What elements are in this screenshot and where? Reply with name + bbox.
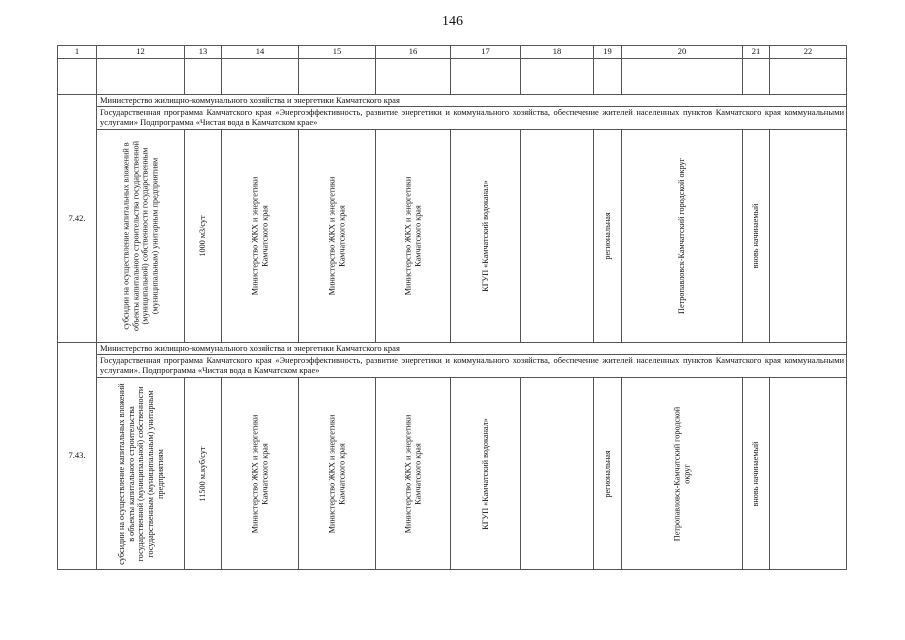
header-cell: 12 xyxy=(97,46,185,59)
recipient-cell xyxy=(376,130,451,343)
subsidy-text: субсидии на осуществление капитальных вложений в объекты капитального строительства государственной (муниципальной) собственности государственным (муниципальным) унитарным предприятиям xyxy=(116,382,165,565)
row-number: 7.42. xyxy=(58,95,97,343)
recipient-text: Министерство ЖКХ и энергетики Камчатского края xyxy=(403,176,422,296)
empty-cell xyxy=(622,59,743,95)
empty-cell xyxy=(770,130,847,343)
capacity-cell xyxy=(185,378,222,570)
detail-row xyxy=(58,378,847,570)
empty-cell xyxy=(376,59,451,95)
ministry-label: Министерство жилищно-коммунального хозяйства и энергетики Камчатского края xyxy=(97,343,847,355)
empty-cell xyxy=(594,59,622,95)
customer-text: Министерство ЖКХ и энергетики Камчатского края xyxy=(250,414,269,533)
empty-cell xyxy=(451,59,521,95)
status-text: вновь начинаемый xyxy=(751,203,761,269)
detail-row xyxy=(58,130,847,343)
status-text: вновь начинаемый xyxy=(751,441,761,506)
header-cell: 21 xyxy=(743,46,770,59)
customer-text: Министерство ЖКХ и энергетики Камчатского края xyxy=(250,176,269,296)
empty-cell xyxy=(521,378,594,570)
organization-text: КГУП «Камчатский водоканал» xyxy=(480,180,490,292)
empty-cell xyxy=(58,59,97,95)
subsidy-cell xyxy=(97,130,185,343)
location-text: Петропавловск-Камчатский городской округ xyxy=(677,158,687,314)
organization-cell xyxy=(451,378,521,570)
customer-cell xyxy=(222,130,299,343)
location-cell xyxy=(622,130,743,343)
developer-cell xyxy=(299,130,376,343)
header-row xyxy=(58,46,847,59)
empty-cell xyxy=(770,59,847,95)
level-cell xyxy=(594,130,622,343)
customer-cell xyxy=(222,378,299,570)
program-row xyxy=(58,355,847,378)
row-number: 7.43. xyxy=(58,343,97,570)
program-label: Государственная программа Камчатского края «Энергоэффективность, развитие энергетики и коммунального хозяйства, обеспечение жителей населенных пунктов Камчатского края коммунальными услугами». Подпрограмма «Чистая вода в Камчатском крае» xyxy=(97,355,847,378)
empty-cell xyxy=(521,59,594,95)
ministry-row xyxy=(58,95,847,107)
header-cell: 20 xyxy=(622,46,743,59)
header-cell: 19 xyxy=(594,46,622,59)
status-cell xyxy=(743,378,770,570)
organization-text: КГУП «Камчатский водоканал» xyxy=(480,417,490,530)
subsidy-text: субсидии на осуществление капитальных вложений в объекты капитального строительства государственной (муниципальной) собственности государственным (муниципальным) унитарным предприятиям xyxy=(121,141,160,331)
subsidy-cell xyxy=(97,378,185,570)
location-cell xyxy=(622,378,743,570)
empty-cell xyxy=(299,59,376,95)
organization-cell xyxy=(451,130,521,343)
header-cell: 14 xyxy=(222,46,299,59)
capacity-cell xyxy=(185,130,222,343)
location-text: Петропавловск-Камчатский городской округ xyxy=(672,406,691,541)
header-cell: 17 xyxy=(451,46,521,59)
header-cell: 13 xyxy=(185,46,222,59)
empty-cell xyxy=(222,59,299,95)
developer-text: Министерство ЖКХ и энергетики Камчатского края xyxy=(327,176,346,296)
ministry-row xyxy=(58,343,847,355)
level-cell xyxy=(594,378,622,570)
program-label: Государственная программа Камчатского края «Энергоэффективность, развитие энергетики и коммунального хозяйства, обеспечение жителей населенных пунктов Камчатского края коммунальными услугами» Подпрограмма «Чистая вода в Камчатском крае» xyxy=(97,107,847,130)
capacity-text: 1000 м3/сут xyxy=(198,215,208,257)
capacity-text: 11500 м.куб/сут xyxy=(198,446,208,501)
empty-cell xyxy=(185,59,222,95)
page-number: 146 xyxy=(442,14,463,29)
ministry-label: Министерство жилищно-коммунального хозяйства и энергетики Камчатского края xyxy=(97,95,847,107)
empty-cell xyxy=(770,378,847,570)
status-cell xyxy=(743,130,770,343)
developer-text: Министерство ЖКХ и энергетики Камчатского края xyxy=(327,414,346,533)
recipient-cell xyxy=(376,378,451,570)
header-cell: 1 xyxy=(58,46,97,59)
level-text: региональная xyxy=(602,212,612,260)
investment-table xyxy=(57,45,847,570)
header-cell: 16 xyxy=(376,46,451,59)
header-cell: 22 xyxy=(770,46,847,59)
program-row xyxy=(58,107,847,130)
empty-cell xyxy=(521,130,594,343)
header-cell: 15 xyxy=(299,46,376,59)
developer-cell xyxy=(299,378,376,570)
empty-cell xyxy=(743,59,770,95)
recipient-text: Министерство ЖКХ и энергетики Камчатского края xyxy=(403,414,422,533)
level-text: региональная xyxy=(602,449,612,498)
header-cell: 18 xyxy=(521,46,594,59)
blank-row xyxy=(58,59,847,95)
empty-cell xyxy=(97,59,185,95)
